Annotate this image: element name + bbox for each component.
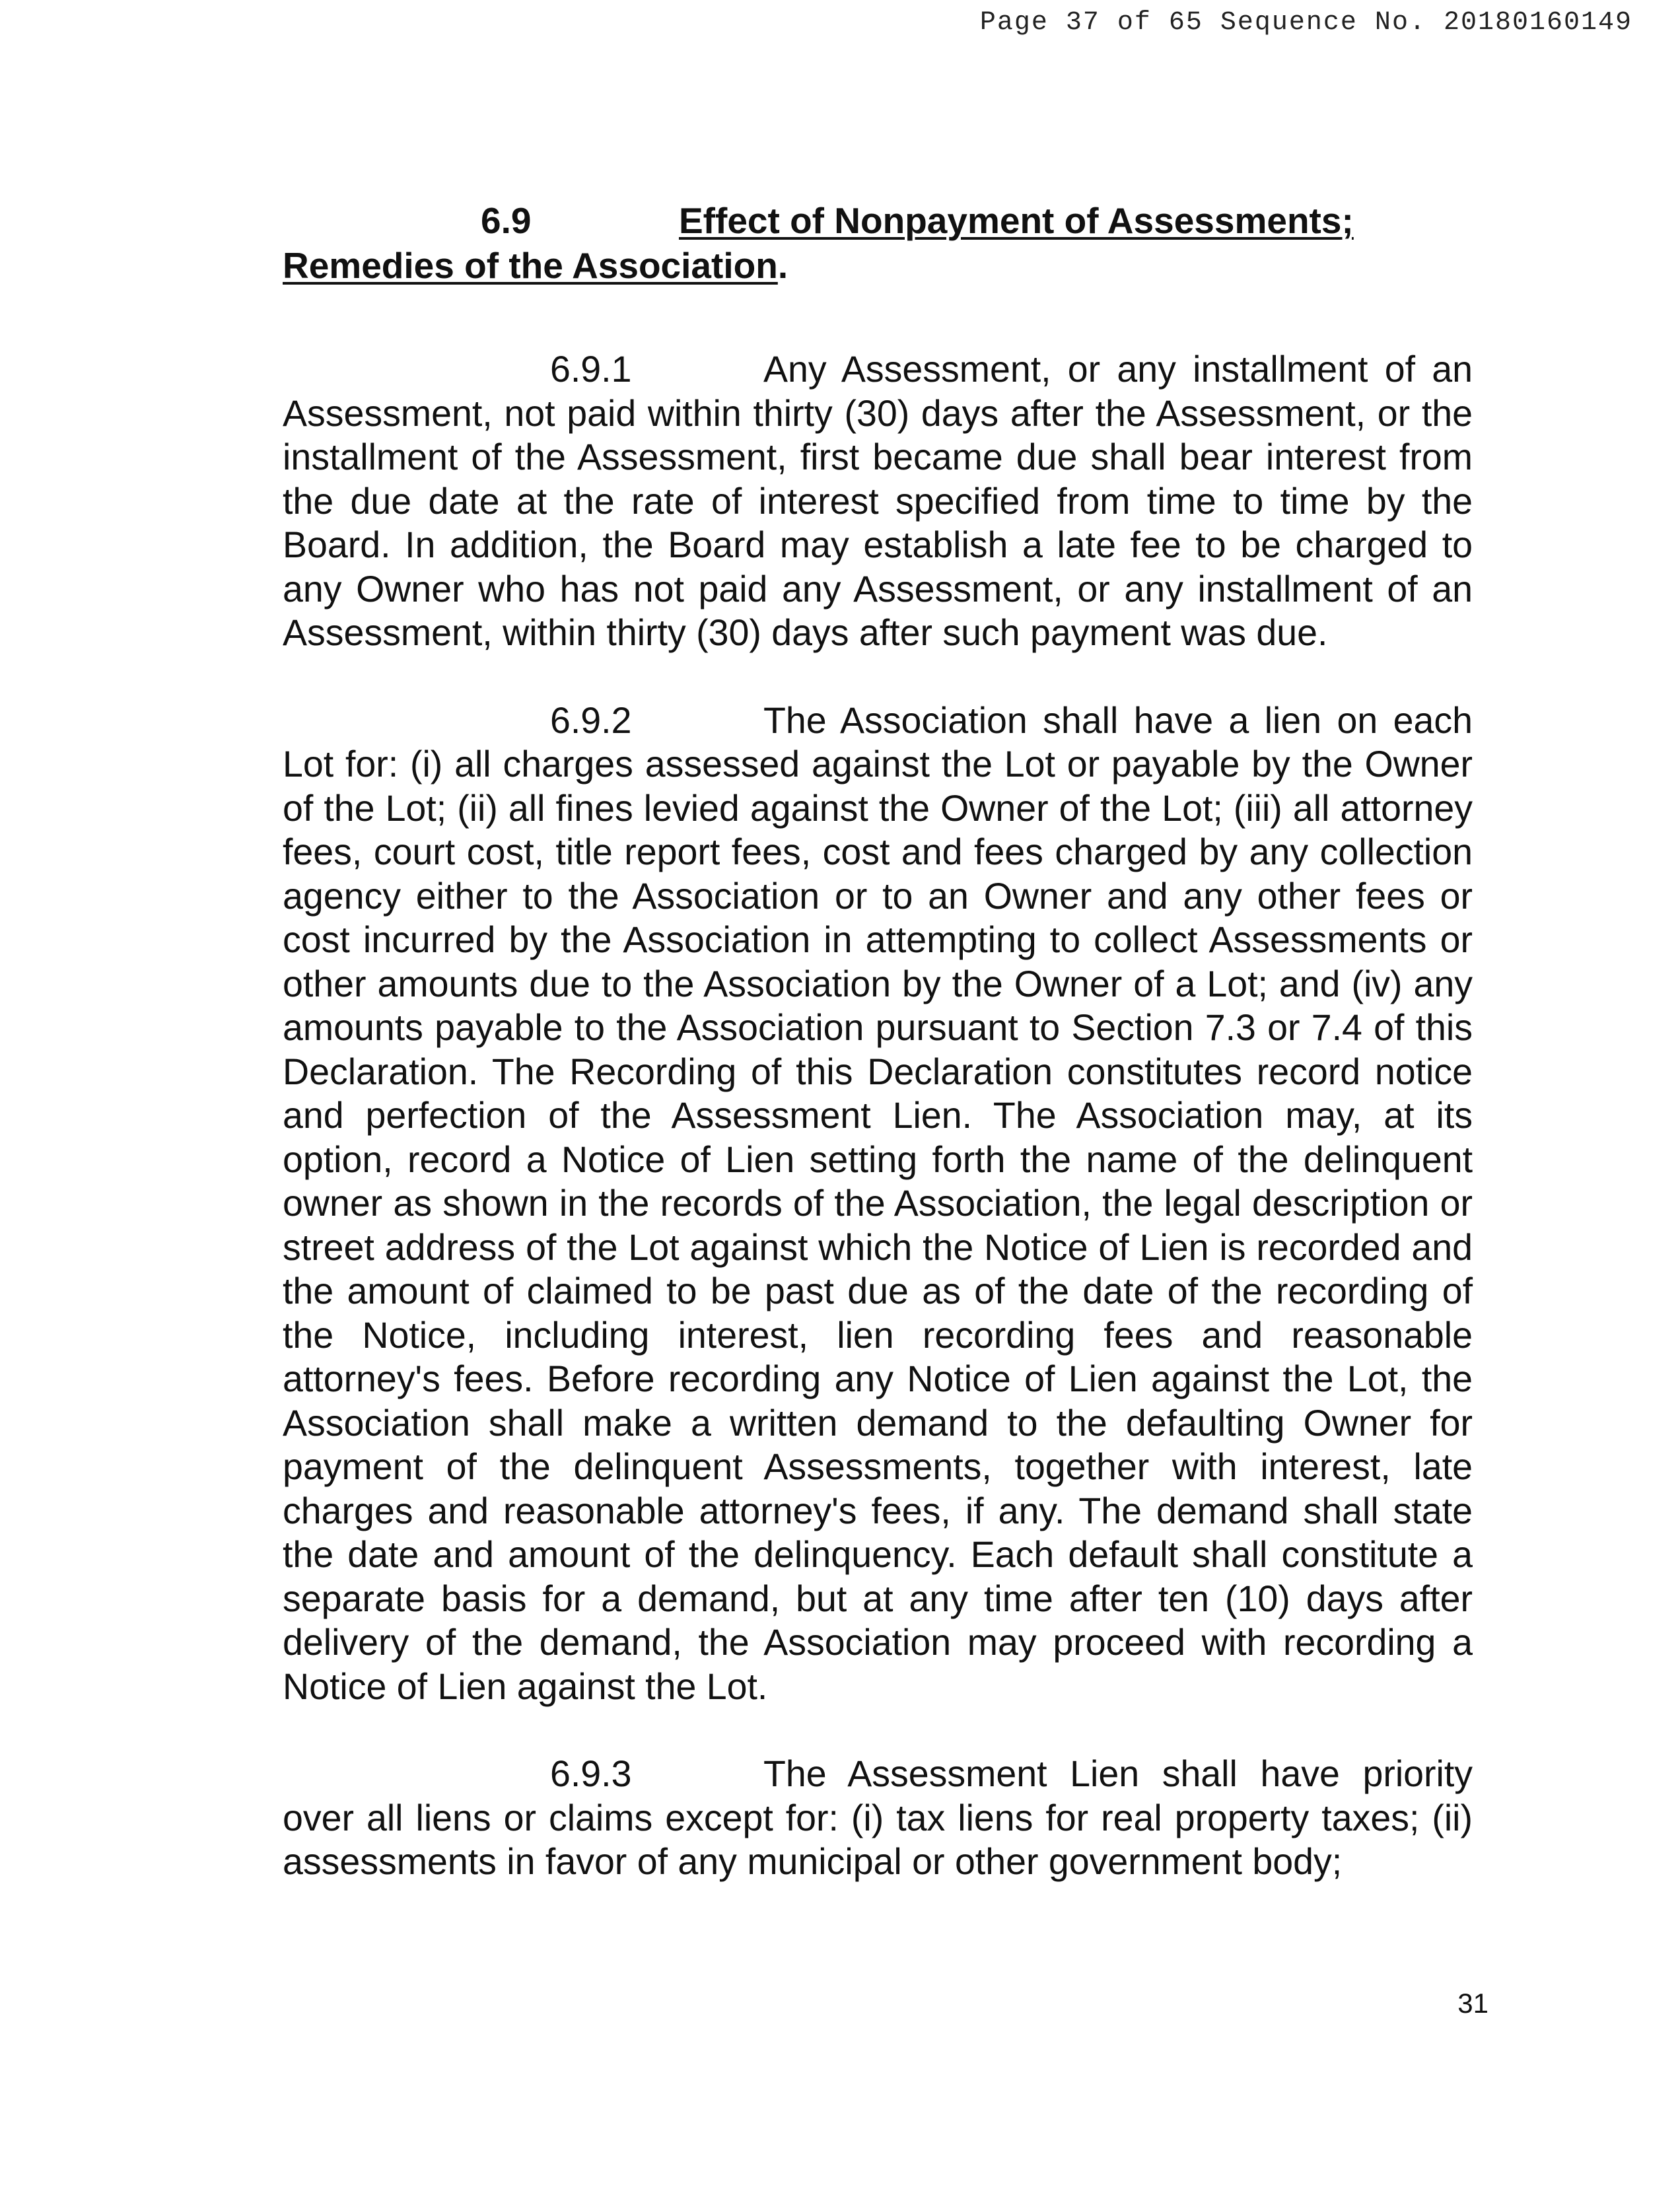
paragraph-text: The Association shall have a lien on each Lot for: (i) all charges assessed against the Lot or payable by the Owner of the Lot; (ii) all fines levied against the Owner of the Lot; (iii) all attorney fees, court cost, title report fees, cost and fees charged by any collection agency either to the Association or to an Owner and any other fees or cost incurred by the Association in attempting to collect Assessments or other amounts due to the Association by the Owner of a Lot; and (iv) any amounts payable to the Association pursuant to Section 7.3 or 7.4 of this Declaration. The Recording of this Declaration constitutes record notice and perfection of the Assessment Lien. The Association may, at its option, record a Notice of Lien setting forth the name of the delinquent owner as shown in the records of the Association, the legal description or street address of the Lot against which the Notice of Lien is recorded and the amount of claimed to be past due as of the date of the recording of the Notice, including interest, lien recording fees and reasonable attorney's fees. Before recording any Notice of Lien against the Lot, the Association shall make a written demand to the defaulting Owner for payment of the delinquent Assessments, together with interest, late charges and reasonable attorney's fees, if any. The demand shall state the date and amount of the delinquency. Each default shall constitute a separate basis for a demand, but at any time after ten (10) days after delivery of the demand, the Association may proceed with recording a Notice of Lien against the Lot. — [283, 699, 1473, 1707]
section-title-line2: Remedies of the Association — [283, 245, 778, 286]
paragraph-text: The Assessment Lien shall have priority over all liens or claims except for: (i) tax liens for real property taxes; (ii) assessments in favor of any municipal or other government body; — [283, 1753, 1473, 1882]
paragraph-number: 6.9.2 — [550, 699, 632, 741]
paragraph-6-9-1 — [283, 347, 1473, 655]
section-title-period: . — [777, 245, 788, 286]
document-body — [283, 198, 1473, 1884]
paragraph-6-9-3 — [283, 1752, 1473, 1884]
page-sequence-stamp: Page 37 of 65 Sequence No. 20180160149 — [979, 8, 1632, 38]
paragraph-number: 6.9.3 — [550, 1753, 632, 1794]
paragraph-number: 6.9.1 — [550, 349, 632, 390]
paragraph-6-9-2 — [283, 699, 1473, 1709]
page-number: 31 — [1457, 1988, 1488, 2019]
paragraph-text: Any Assessment, or any installment of an Assessment, not paid within thirty (30) days after the Assessment, or the installment of the Assessment, first became due shall bear interest from the due date at the rate of interest specified from time to time by the Board. In addition, the Board may establish a late fee to be charged to any Owner who has not paid any Assessment, or any installment of an Assessment, within thirty (30) days after such payment was due. — [283, 349, 1473, 653]
section-title-line1: Effect of Nonpayment of Assessments; — [679, 200, 1354, 241]
section-heading — [283, 198, 1473, 288]
section-number: 6.9 — [481, 200, 532, 241]
